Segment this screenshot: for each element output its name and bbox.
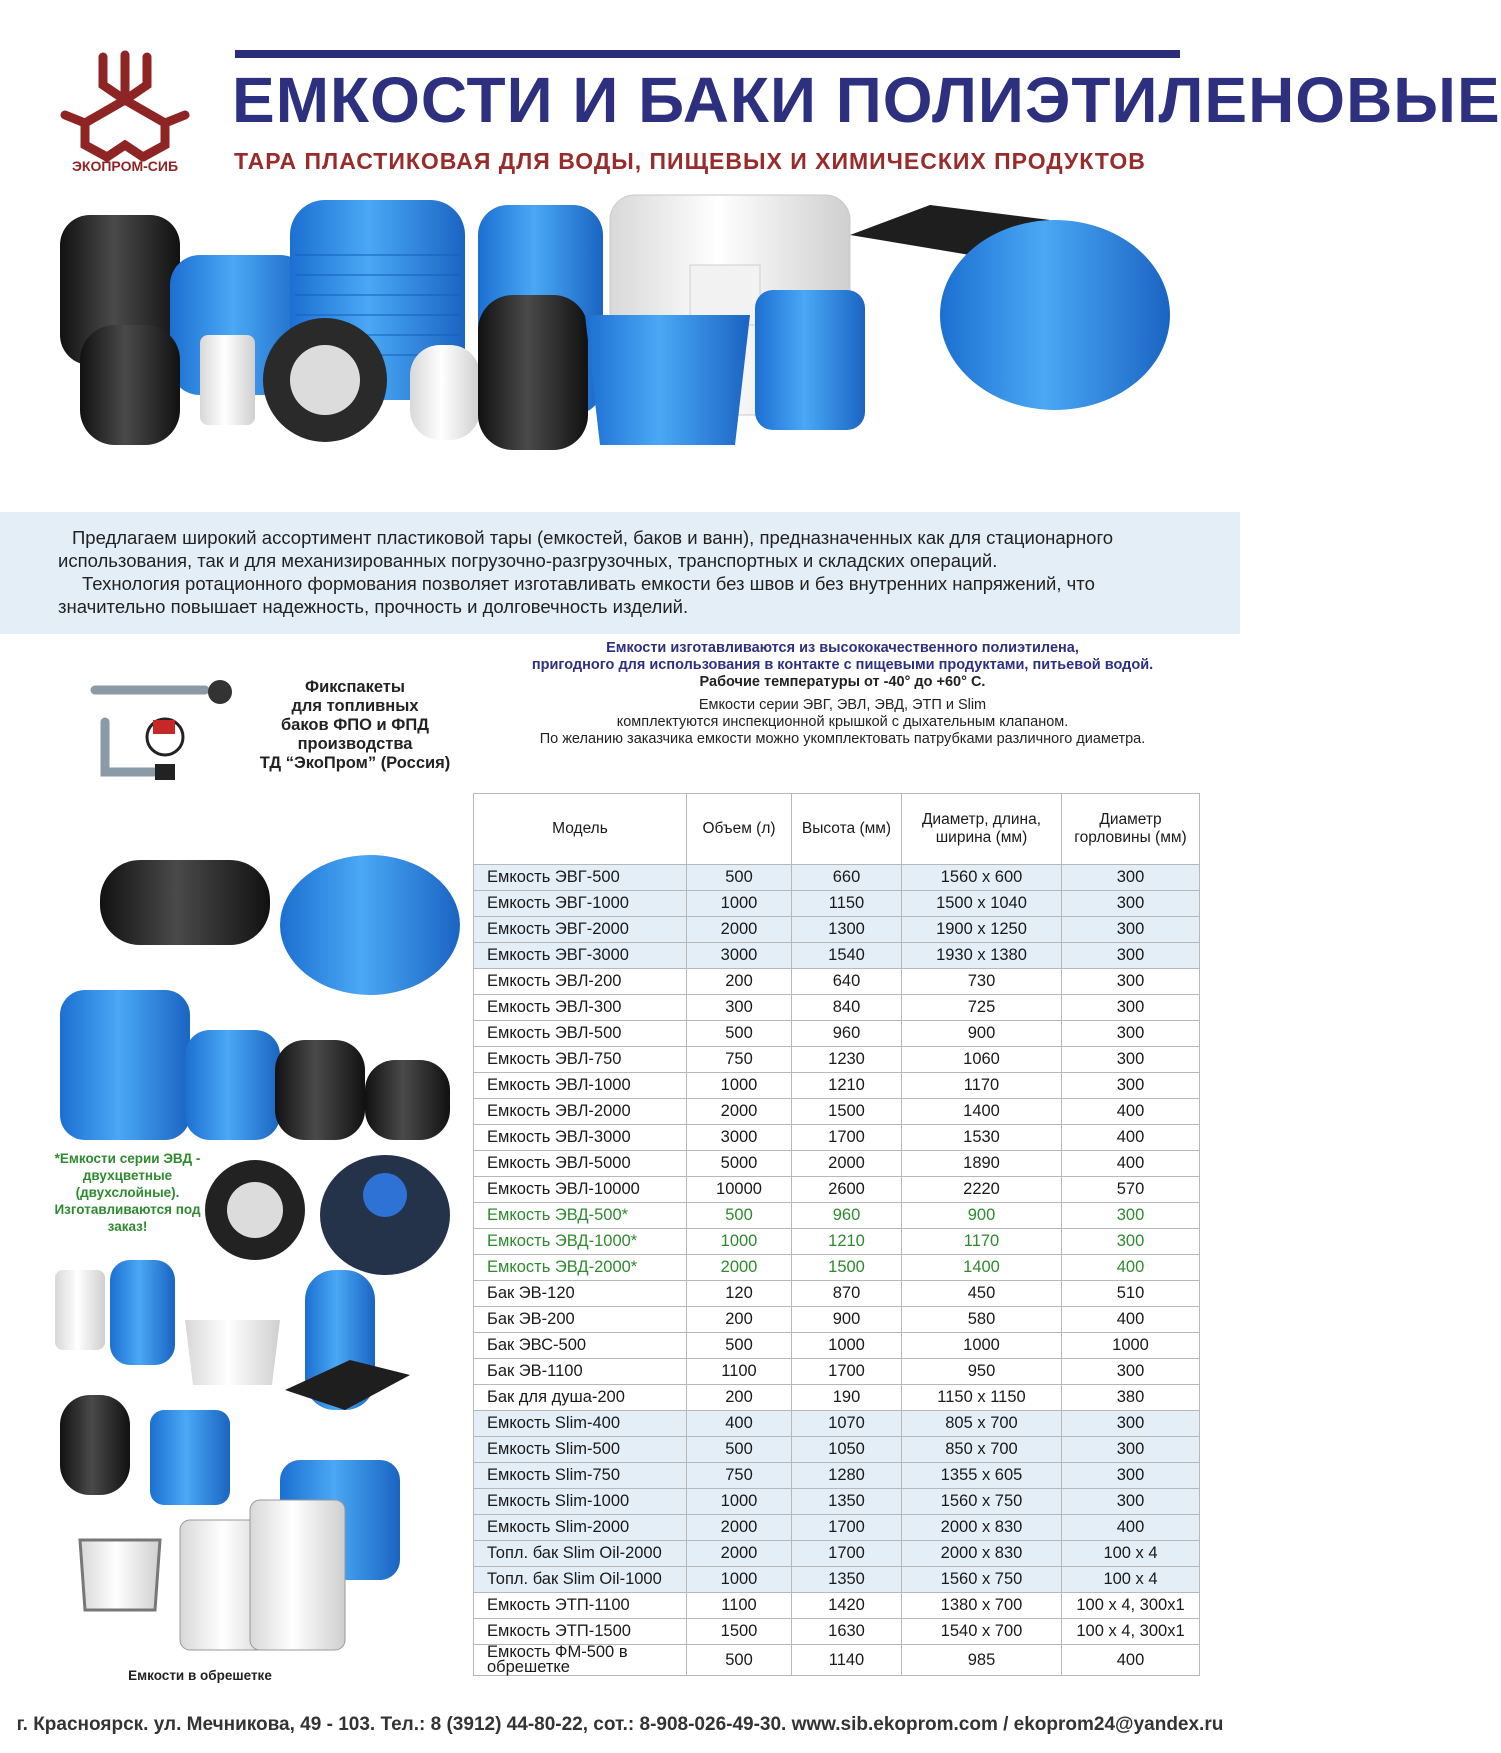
- hero-product-photo: [50, 195, 1190, 500]
- cell-dimensions: 1540 x 700: [902, 1619, 1062, 1645]
- cell-neck: 300: [1062, 1229, 1200, 1255]
- cell-dimensions: 985: [902, 1645, 1062, 1676]
- cell-dimensions: 1000: [902, 1333, 1062, 1359]
- cell-neck: 300: [1062, 1203, 1200, 1229]
- table-row: [474, 1047, 1200, 1073]
- fixpack-line-5: ТД “ЭкоПром” (Россия): [259, 754, 451, 772]
- table-row: [474, 995, 1200, 1021]
- cell-dimensions: 1560 x 750: [902, 1489, 1062, 1515]
- cell-height: 1280: [792, 1463, 902, 1489]
- table-row: [474, 1489, 1200, 1515]
- cell-volume: 400: [687, 1411, 792, 1437]
- cell-dimensions: 1400: [902, 1255, 1062, 1281]
- cell-volume: 500: [687, 1645, 792, 1676]
- intro-line-3: Технология ротационного формования позволяет изготавливать емкости без швов и без внутренних напряжений, что: [82, 573, 1095, 594]
- cell-model: Бак ЭВ-1100: [474, 1359, 687, 1385]
- cell-model: Бак для душа-200: [474, 1385, 687, 1411]
- cell-neck: 100 x 4: [1062, 1541, 1200, 1567]
- cell-volume: 1100: [687, 1593, 792, 1619]
- cell-neck: 300: [1062, 917, 1200, 943]
- col-header-dimensions: Диаметр, длина, ширина (мм): [902, 794, 1062, 865]
- product-info: [460, 640, 1225, 748]
- cell-neck: 300: [1062, 1021, 1200, 1047]
- cell-dimensions: 1170: [902, 1229, 1062, 1255]
- table-row: [474, 1437, 1200, 1463]
- cell-dimensions: 900: [902, 1021, 1062, 1047]
- cell-dimensions: 1060: [902, 1047, 1062, 1073]
- table-row: [474, 1333, 1200, 1359]
- table-row: [474, 1021, 1200, 1047]
- cell-height: 1700: [792, 1541, 902, 1567]
- cell-neck: 300: [1062, 943, 1200, 969]
- cell-model: Емкость ЭТП-1500: [474, 1619, 687, 1645]
- info-note-1: Емкости серии ЭВГ, ЭВЛ, ЭВД, ЭТП и Slim: [698, 697, 987, 713]
- cell-neck: 400: [1062, 1125, 1200, 1151]
- cell-neck: 300: [1062, 969, 1200, 995]
- cell-volume: 500: [687, 865, 792, 891]
- cell-dimensions: 580: [902, 1307, 1062, 1333]
- cell-volume: 300: [687, 995, 792, 1021]
- fixpack-photo: [85, 672, 245, 787]
- header-rule: [235, 50, 1180, 58]
- fixpack-line-2: для топливных: [291, 697, 419, 715]
- cell-model: Емкость Slim-500: [474, 1437, 687, 1463]
- table-row: [474, 1593, 1200, 1619]
- cell-neck: 400: [1062, 1255, 1200, 1281]
- table-row: [474, 1645, 1200, 1676]
- cell-neck: 400: [1062, 1307, 1200, 1333]
- info-note-3: По желанию заказчика емкости можно укомплектовать патрубками различного диаметра.: [539, 731, 1146, 747]
- cell-height: 1000: [792, 1333, 902, 1359]
- cell-height: 1210: [792, 1229, 902, 1255]
- cell-model: Емкость Slim-1000: [474, 1489, 687, 1515]
- table-row: [474, 1151, 1200, 1177]
- table-row: [474, 1359, 1200, 1385]
- cell-volume: 2000: [687, 1515, 792, 1541]
- intro-line-1: Предлагаем широкий ассортимент пластиковой тары (емкостей, баков и ванн), предназначенных как для стационарного: [72, 527, 1114, 548]
- table-header-row: [474, 794, 1200, 865]
- cell-neck: 100 x 4, 300x1: [1062, 1619, 1200, 1645]
- cell-model: Топл. бак Slim Oil-2000: [474, 1541, 687, 1567]
- col-header-volume: Объем (л): [687, 794, 792, 865]
- cell-model: Емкость ЭВЛ-300: [474, 995, 687, 1021]
- cell-neck: 100 x 4, 300x1: [1062, 1593, 1200, 1619]
- cell-height: 2600: [792, 1177, 902, 1203]
- cell-height: 1050: [792, 1437, 902, 1463]
- cell-neck: 380: [1062, 1385, 1200, 1411]
- cell-volume: 750: [687, 1047, 792, 1073]
- cell-model: Емкость ЭВД-2000*: [474, 1255, 687, 1281]
- cell-volume: 2000: [687, 917, 792, 943]
- cell-volume: 500: [687, 1437, 792, 1463]
- cell-dimensions: 2220: [902, 1177, 1062, 1203]
- cell-dimensions: 1500 x 1040: [902, 891, 1062, 917]
- cell-neck: 300: [1062, 1359, 1200, 1385]
- cell-volume: 200: [687, 1385, 792, 1411]
- table-body: [474, 865, 1200, 1676]
- cell-dimensions: 1170: [902, 1073, 1062, 1099]
- cell-model: Емкость Slim-2000: [474, 1515, 687, 1541]
- info-note-2: комплектуются инспекционной крышкой с дыхательным клапаном.: [616, 714, 1069, 730]
- cell-neck: 300: [1062, 1073, 1200, 1099]
- cell-volume: 120: [687, 1281, 792, 1307]
- cell-model: Емкость ЭВЛ-2000: [474, 1099, 687, 1125]
- table-row: [474, 1567, 1200, 1593]
- cell-neck: 300: [1062, 1047, 1200, 1073]
- cell-height: 840: [792, 995, 902, 1021]
- cell-height: 1070: [792, 1411, 902, 1437]
- cell-dimensions: 1560 x 750: [902, 1567, 1062, 1593]
- cell-neck: 400: [1062, 1645, 1200, 1676]
- cell-neck: 300: [1062, 1463, 1200, 1489]
- cell-dimensions: 1900 x 1250: [902, 917, 1062, 943]
- cell-height: 190: [792, 1385, 902, 1411]
- cell-height: 1140: [792, 1645, 902, 1676]
- cell-model: Емкость ЭТП-1100: [474, 1593, 687, 1619]
- cell-volume: 200: [687, 969, 792, 995]
- cell-height: 1350: [792, 1567, 902, 1593]
- cell-neck: 1000: [1062, 1333, 1200, 1359]
- cell-height: 1230: [792, 1047, 902, 1073]
- col-header-neck: Диаметр горловины (мм): [1062, 794, 1200, 865]
- info-bold-3: Рабочие температуры от -40° до +60° С.: [699, 674, 986, 690]
- fixpack-caption: [250, 678, 460, 773]
- table-row: [474, 1463, 1200, 1489]
- cell-model: Емкость ЭВГ-1000: [474, 891, 687, 917]
- cell-model: Емкость ЭВГ-500: [474, 865, 687, 891]
- cell-model: Емкость ЭВЛ-200: [474, 969, 687, 995]
- cell-dimensions: 950: [902, 1359, 1062, 1385]
- cell-model: Топл. бак Slim Oil-1000: [474, 1567, 687, 1593]
- cell-height: 1540: [792, 943, 902, 969]
- info-bold-1: Емкости изготавливаются из высококачественного полиэтилена,: [606, 640, 1079, 656]
- cell-volume: 1000: [687, 1229, 792, 1255]
- cell-volume: 750: [687, 1463, 792, 1489]
- table-row: [474, 1411, 1200, 1437]
- cell-model: Емкость ЭВЛ-10000: [474, 1177, 687, 1203]
- product-photos-column: [50, 850, 470, 1690]
- specs-table: [473, 793, 1200, 1676]
- cell-volume: 2000: [687, 1255, 792, 1281]
- cell-model: Емкость Slim-400: [474, 1411, 687, 1437]
- cell-height: 1210: [792, 1073, 902, 1099]
- footer-contacts: г. Красноярск. ул. Мечникова, 49 - 103. Тел.: 8 (3912) 44-80-22, сот.: 8-908-026-49-30. www.sib.ekoprom.com / ekoprom24@yandex.ru: [16, 1714, 1224, 1735]
- cell-height: 1420: [792, 1593, 902, 1619]
- cell-neck: 400: [1062, 1515, 1200, 1541]
- cell-dimensions: 450: [902, 1281, 1062, 1307]
- cell-neck: 400: [1062, 1151, 1200, 1177]
- fixpack-line-1: Фикспакеты: [305, 678, 405, 696]
- cell-dimensions: 1380 x 700: [902, 1593, 1062, 1619]
- table-row: [474, 1177, 1200, 1203]
- cell-dimensions: 1400: [902, 1099, 1062, 1125]
- cell-height: 640: [792, 969, 902, 995]
- table-row: [474, 891, 1200, 917]
- cell-dimensions: 1150 x 1150: [902, 1385, 1062, 1411]
- cell-neck: 300: [1062, 1489, 1200, 1515]
- crate-note: Емкости в обрешетке: [128, 1668, 272, 1683]
- table-row: [474, 1385, 1200, 1411]
- table-row: [474, 1619, 1200, 1645]
- table-row: [474, 1281, 1200, 1307]
- cell-height: 870: [792, 1281, 902, 1307]
- cell-height: 1150: [792, 891, 902, 917]
- cell-dimensions: 850 x 700: [902, 1437, 1062, 1463]
- table-row: [474, 1515, 1200, 1541]
- cell-volume: 10000: [687, 1177, 792, 1203]
- cell-dimensions: 1530: [902, 1125, 1062, 1151]
- cell-neck: 300: [1062, 865, 1200, 891]
- table-row: [474, 1255, 1200, 1281]
- cell-height: 1350: [792, 1489, 902, 1515]
- cell-height: 1630: [792, 1619, 902, 1645]
- cell-volume: 2000: [687, 1099, 792, 1125]
- table-row: [474, 1541, 1200, 1567]
- cell-neck: 300: [1062, 1437, 1200, 1463]
- intro-section: [0, 512, 1240, 634]
- table-row: [474, 865, 1200, 891]
- page-subtitle: ТАРА ПЛАСТИКОВАЯ ДЛЯ ВОДЫ, ПИЩЕВЫХ И ХИМИЧЕСКИХ ПРОДУКТОВ: [234, 148, 1146, 174]
- cell-dimensions: 1890: [902, 1151, 1062, 1177]
- cell-height: 1700: [792, 1125, 902, 1151]
- col-header-height: Высота (мм): [792, 794, 902, 865]
- cell-volume: 1100: [687, 1359, 792, 1385]
- cell-model: Емкость ФМ-500 в обрешетке: [474, 1645, 687, 1676]
- cell-height: 960: [792, 1021, 902, 1047]
- cell-volume: 1000: [687, 1567, 792, 1593]
- cell-neck: 300: [1062, 1411, 1200, 1437]
- cell-dimensions: 725: [902, 995, 1062, 1021]
- cell-height: 660: [792, 865, 902, 891]
- cell-model: Емкость ЭВЛ-1000: [474, 1073, 687, 1099]
- cell-height: 1500: [792, 1099, 902, 1125]
- cell-height: 2000: [792, 1151, 902, 1177]
- cell-model: Бак ЭВ-200: [474, 1307, 687, 1333]
- col-header-model: Модель: [474, 794, 687, 865]
- cell-dimensions: 2000 x 830: [902, 1515, 1062, 1541]
- cell-model: Бак ЭВ-120: [474, 1281, 687, 1307]
- evd-note: *Емкости серии ЭВД - двухцветные (двухслойные). Изготавливаются под заказ!: [54, 1151, 201, 1234]
- table-row: [474, 1099, 1200, 1125]
- logo-label: ЭКОПРОМ-СИБ: [71, 158, 179, 174]
- page-title: ЕМКОСТИ И БАКИ ПОЛИЭТИЛЕНОВЫЕ: [232, 64, 1501, 136]
- table-row: [474, 1125, 1200, 1151]
- table-row: [474, 1203, 1200, 1229]
- cell-volume: 500: [687, 1021, 792, 1047]
- cell-model: Емкость ЭВЛ-5000: [474, 1151, 687, 1177]
- cell-neck: 400: [1062, 1099, 1200, 1125]
- fixpack-line-3: баков ФПО и ФПД: [280, 716, 429, 734]
- table-row: [474, 1229, 1200, 1255]
- cell-neck: 510: [1062, 1281, 1200, 1307]
- cell-dimensions: 730: [902, 969, 1062, 995]
- cell-model: Емкость ЭВЛ-500: [474, 1021, 687, 1047]
- cell-height: 1300: [792, 917, 902, 943]
- cell-model: Емкость ЭВГ-2000: [474, 917, 687, 943]
- cell-dimensions: 900: [902, 1203, 1062, 1229]
- table-row: [474, 917, 1200, 943]
- cell-neck: 100 x 4: [1062, 1567, 1200, 1593]
- cell-dimensions: 1560 x 600: [902, 865, 1062, 891]
- cell-volume: 1500: [687, 1619, 792, 1645]
- cell-neck: 300: [1062, 891, 1200, 917]
- cell-dimensions: 1930 x 1380: [902, 943, 1062, 969]
- info-bold-2: пригодного для использования в контакте с пищевыми продуктами, питьевой водой.: [531, 657, 1154, 673]
- cell-volume: 1000: [687, 891, 792, 917]
- cell-model: Емкость ЭВЛ-750: [474, 1047, 687, 1073]
- cell-height: 1500: [792, 1255, 902, 1281]
- table-row: [474, 1073, 1200, 1099]
- intro-line-2: использования, так и для механизированных погрузочно-разгрузочных, транспортных и складских операций.: [58, 550, 998, 571]
- table-row: [474, 943, 1200, 969]
- cell-volume: 500: [687, 1203, 792, 1229]
- cell-height: 1700: [792, 1359, 902, 1385]
- cell-volume: 2000: [687, 1541, 792, 1567]
- cell-dimensions: 805 x 700: [902, 1411, 1062, 1437]
- cell-volume: 1000: [687, 1073, 792, 1099]
- cell-neck: 300: [1062, 995, 1200, 1021]
- table-row: [474, 1307, 1200, 1333]
- intro-line-4: значительно повышает надежность, прочность и долговечность изделий.: [58, 596, 689, 617]
- table-row: [474, 969, 1200, 995]
- cell-height: 1700: [792, 1515, 902, 1541]
- cell-volume: 1000: [687, 1489, 792, 1515]
- cell-volume: 3000: [687, 1125, 792, 1151]
- cell-dimensions: 1355 x 605: [902, 1463, 1062, 1489]
- cell-volume: 3000: [687, 943, 792, 969]
- cell-height: 900: [792, 1307, 902, 1333]
- cell-dimensions: 2000 x 830: [902, 1541, 1062, 1567]
- cell-neck: 570: [1062, 1177, 1200, 1203]
- cell-volume: 200: [687, 1307, 792, 1333]
- cell-model: Бак ЭВС-500: [474, 1333, 687, 1359]
- cell-model: Емкость ЭВЛ-3000: [474, 1125, 687, 1151]
- cell-height: 960: [792, 1203, 902, 1229]
- cell-volume: 500: [687, 1333, 792, 1359]
- fixpack-line-4: производства: [297, 735, 413, 753]
- cell-model: Емкость ЭВД-500*: [474, 1203, 687, 1229]
- cell-model: Емкость ЭВД-1000*: [474, 1229, 687, 1255]
- cell-volume: 5000: [687, 1151, 792, 1177]
- ekoprom-logo: [45, 45, 205, 175]
- cell-model: Емкость ЭВГ-3000: [474, 943, 687, 969]
- cell-model: Емкость Slim-750: [474, 1463, 687, 1489]
